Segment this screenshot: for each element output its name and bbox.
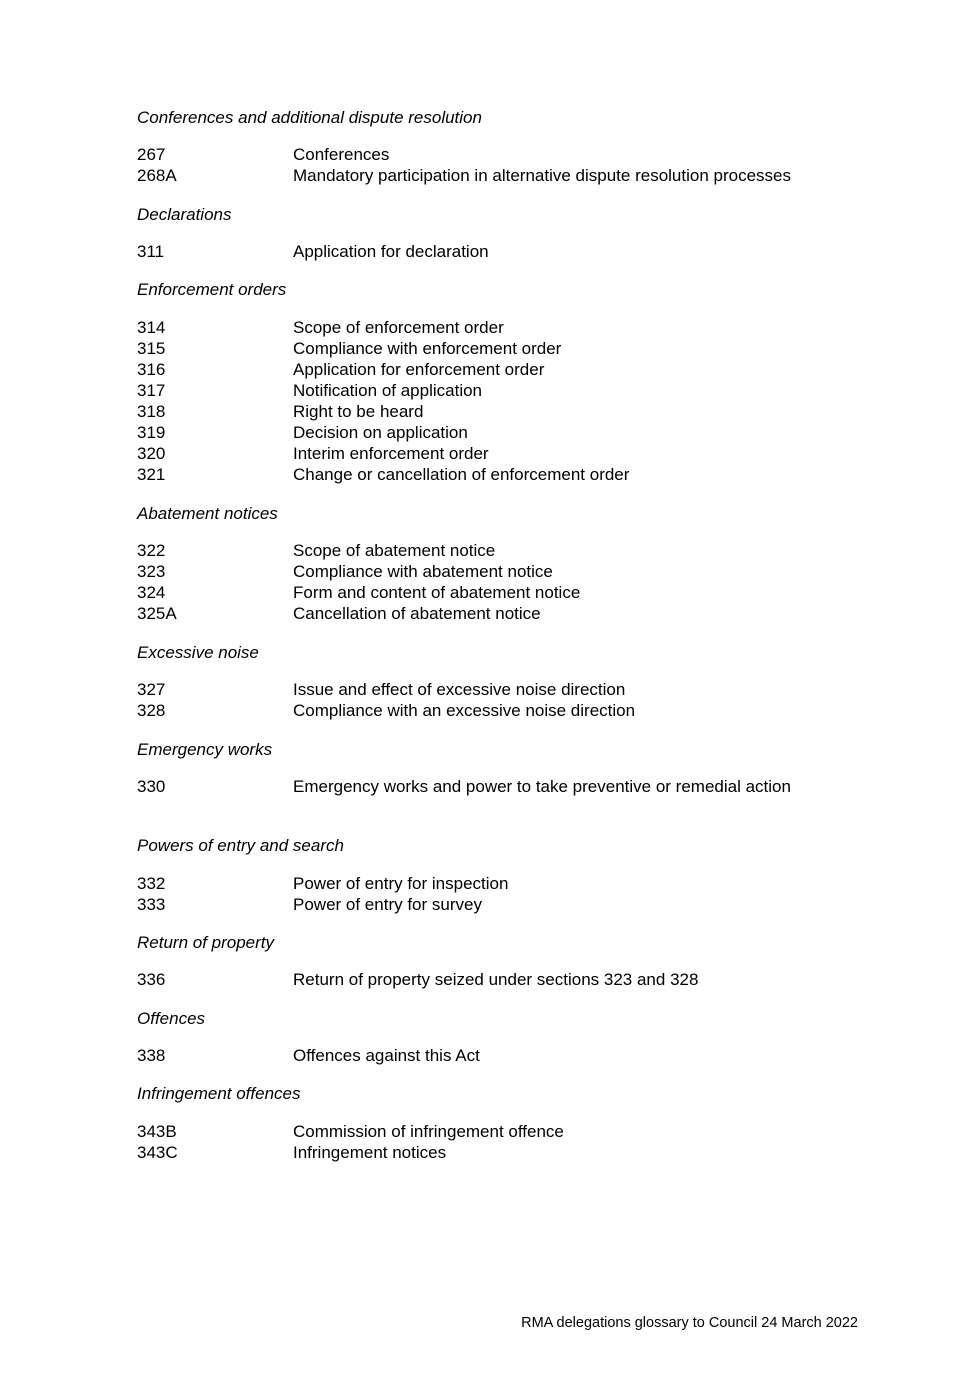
section-title: Interim enforcement order bbox=[293, 444, 489, 463]
section-title: Commission of infringement offence bbox=[293, 1122, 564, 1141]
section-heading: Conferences and additional dispute resolution bbox=[137, 108, 482, 127]
section-number: 328 bbox=[137, 701, 166, 720]
section-title: Conferences bbox=[293, 145, 390, 164]
section-heading: Abatement notices bbox=[137, 504, 278, 523]
section-number: 336 bbox=[137, 970, 166, 989]
section-number: 317 bbox=[137, 381, 166, 400]
section-number: 330 bbox=[137, 777, 166, 796]
section-title: Compliance with abatement notice bbox=[293, 562, 553, 581]
section-heading: Declarations bbox=[137, 205, 232, 224]
section-number: 320 bbox=[137, 444, 166, 463]
section-number: 316 bbox=[137, 360, 166, 379]
section-heading: Return of property bbox=[137, 933, 275, 952]
section-title: Offences against this Act bbox=[293, 1046, 480, 1065]
section-number: 322 bbox=[137, 541, 166, 560]
section-number: 321 bbox=[137, 465, 166, 484]
section-heading: Excessive noise bbox=[137, 643, 259, 662]
section-number: 324 bbox=[137, 583, 166, 602]
page-footer: RMA delegations glossary to Council 24 March 2022 bbox=[521, 1315, 858, 1331]
section-title: Return of property seized under sections 323 and 328 bbox=[293, 970, 699, 989]
section-title: Issue and effect of excessive noise direction bbox=[293, 680, 626, 699]
section-title: Cancellation of abatement notice bbox=[293, 604, 541, 623]
section-heading: Offences bbox=[137, 1009, 206, 1028]
section-number: 332 bbox=[137, 874, 166, 893]
section-number: 343B bbox=[137, 1122, 177, 1141]
section-number: 333 bbox=[137, 895, 166, 914]
section-title: Application for enforcement order bbox=[293, 360, 545, 379]
section-heading: Infringement offences bbox=[137, 1084, 301, 1103]
section-number: 267 bbox=[137, 145, 166, 164]
section-heading: Emergency works bbox=[137, 740, 273, 759]
section-title: Scope of abatement notice bbox=[293, 541, 496, 560]
section-number: 319 bbox=[137, 423, 166, 442]
section-number: 343C bbox=[137, 1143, 178, 1162]
section-title: Compliance with an excessive noise direction bbox=[293, 701, 636, 720]
section-title: Decision on application bbox=[293, 423, 468, 442]
section-title: Notification of application bbox=[293, 381, 483, 400]
section-title: Scope of enforcement order bbox=[293, 318, 504, 337]
section-title: Application for declaration bbox=[293, 242, 489, 261]
section-number: 327 bbox=[137, 680, 166, 699]
section-number: 338 bbox=[137, 1046, 166, 1065]
section-number: 318 bbox=[137, 402, 166, 421]
section-number: 323 bbox=[137, 562, 166, 581]
section-title: Power of entry for survey bbox=[293, 895, 482, 914]
section-number: 315 bbox=[137, 339, 166, 358]
section-title: Emergency works and power to take preventive or remedial action bbox=[293, 777, 791, 796]
section-number: 311 bbox=[137, 242, 165, 261]
section-number: 325A bbox=[137, 604, 177, 623]
section-title: Power of entry for inspection bbox=[293, 874, 509, 893]
section-title: Change or cancellation of enforcement order bbox=[293, 465, 630, 484]
section-title: Form and content of abatement notice bbox=[293, 583, 581, 602]
section-title: Infringement notices bbox=[293, 1143, 447, 1162]
section-title: Mandatory participation in alternative dispute resolution processes bbox=[293, 166, 791, 185]
section-title: Right to be heard bbox=[293, 402, 424, 421]
section-heading: Enforcement orders bbox=[137, 280, 287, 299]
section-number: 268A bbox=[137, 166, 177, 185]
section-heading: Powers of entry and search bbox=[137, 836, 344, 855]
section-number: 314 bbox=[137, 318, 166, 337]
section-title: Compliance with enforcement order bbox=[293, 339, 562, 358]
